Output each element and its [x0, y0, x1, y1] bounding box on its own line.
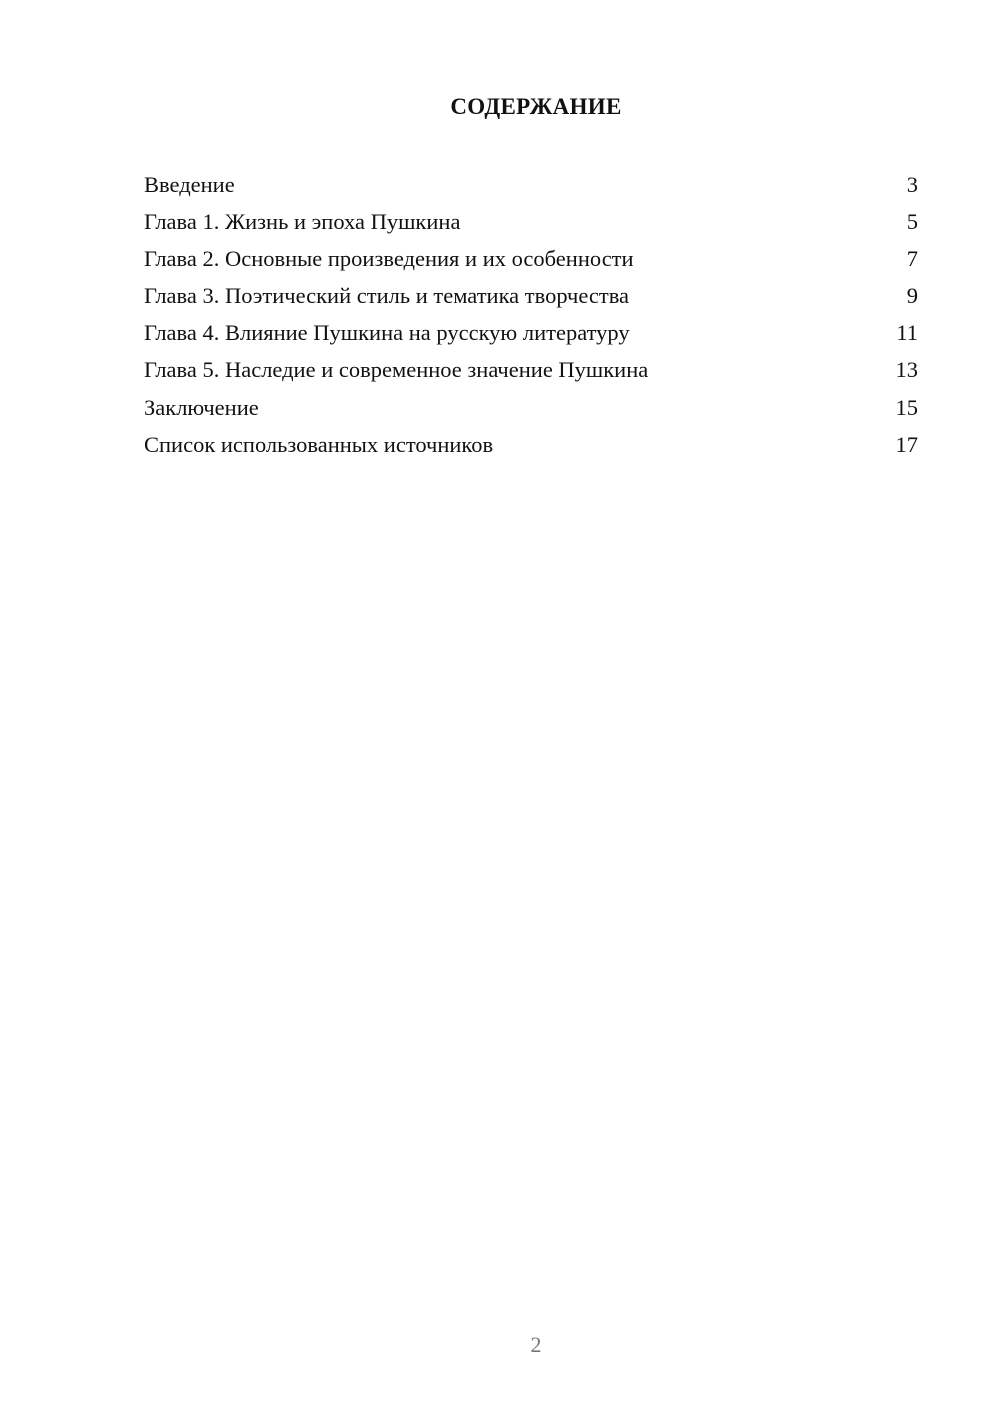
toc-entry-introduction — [144, 166, 918, 203]
toc-entry-conclusion — [144, 389, 918, 426]
toc-entry-chapter-5 — [144, 351, 918, 388]
page-title: СОДЕРЖАНИЕ — [450, 94, 622, 119]
toc-entry-label: Глава 1. Жизнь и эпоха Пушкина — [144, 209, 461, 235]
toc-entry-chapter-4 — [144, 314, 918, 351]
toc-entry-page: 17 — [895, 431, 918, 457]
table-of-contents — [144, 166, 918, 463]
toc-entry-page: 3 — [906, 172, 918, 197]
toc-entry-label: Глава 5. Наследие и современное значение Пушкина — [144, 357, 649, 383]
toc-entry-page: 15 — [895, 394, 918, 420]
toc-entry-references — [144, 426, 918, 463]
toc-entry-page: 7 — [906, 246, 918, 272]
toc-entry-page: 5 — [906, 209, 918, 235]
toc-entry-page: 9 — [906, 283, 918, 309]
page-number: 2 — [530, 1332, 542, 1357]
toc-entry-label: Введение — [144, 172, 235, 197]
toc-entry-label: Глава 3. Поэтический стиль и тематика творчества — [144, 283, 630, 309]
toc-entry-label: Список использованных источников — [144, 431, 494, 457]
toc-entry-label: Глава 2. Основные произведения и их особенности — [144, 246, 634, 272]
toc-entry-chapter-3 — [144, 277, 918, 314]
toc-entry-page: 13 — [895, 357, 918, 383]
toc-entry-chapter-1 — [144, 203, 918, 240]
toc-entry-label: Заключение — [144, 394, 259, 420]
toc-entry-chapter-2 — [144, 240, 918, 277]
toc-entry-page: 11 — [896, 320, 918, 346]
toc-entry-label: Глава 4. Влияние Пушкина на русскую литературу — [144, 320, 630, 346]
